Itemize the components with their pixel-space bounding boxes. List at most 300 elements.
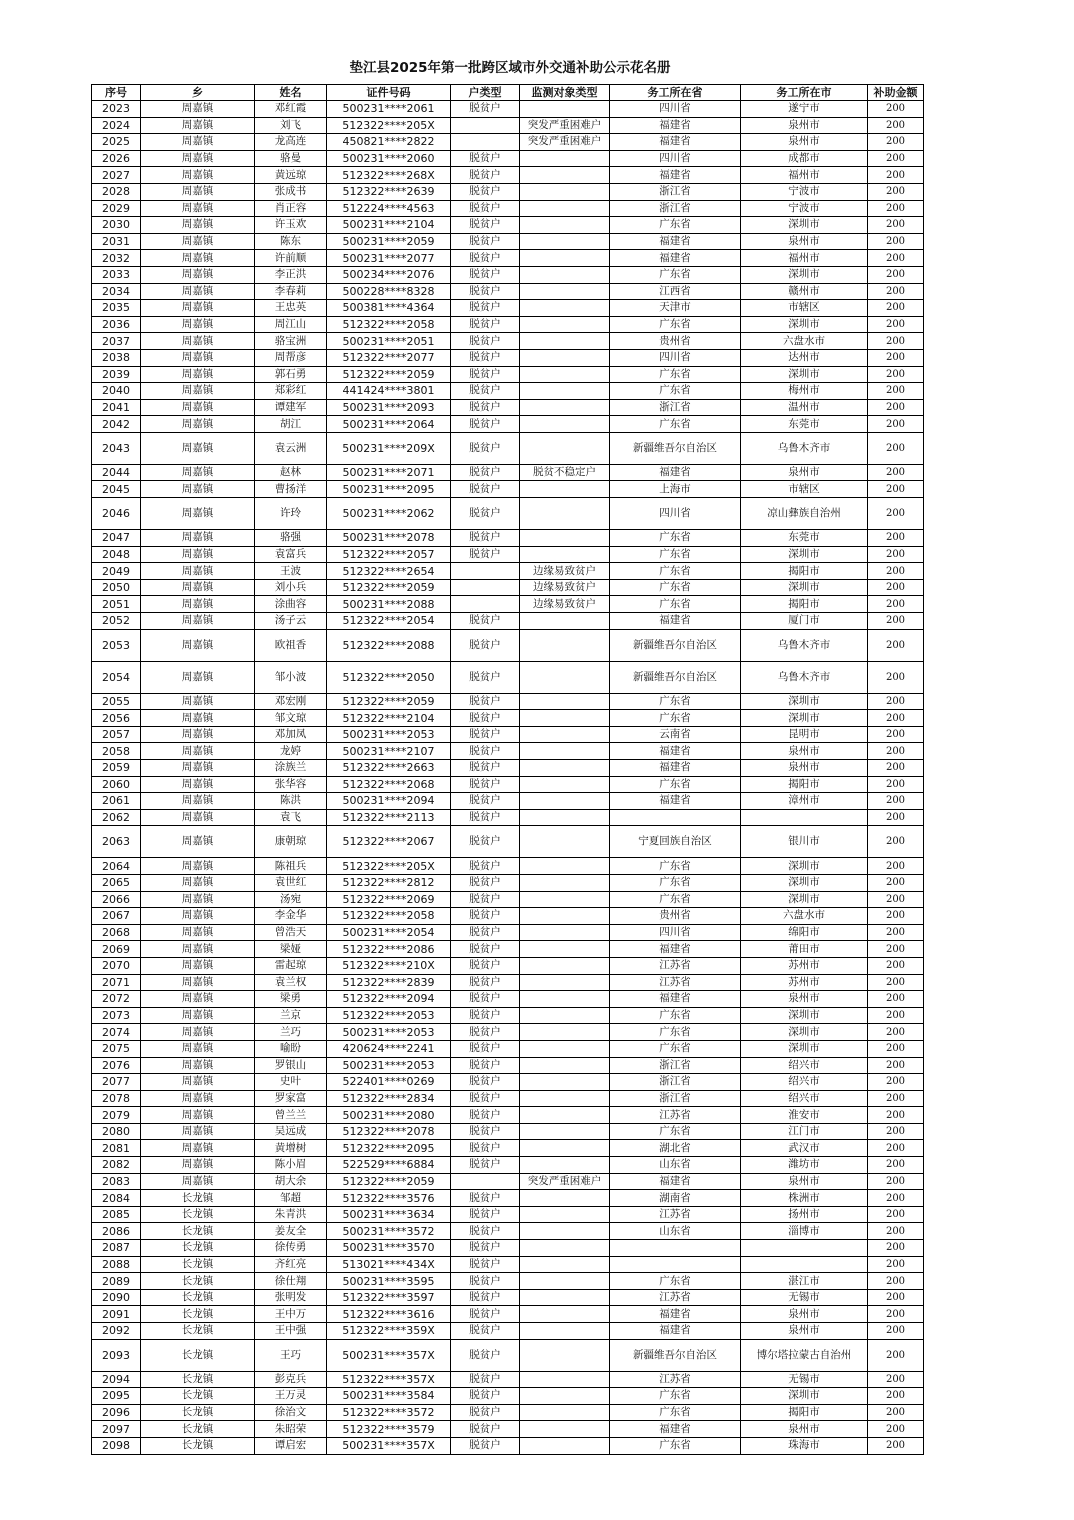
cell-id-number: 512322****2654 xyxy=(327,563,451,580)
cell-name: 欧祖香 xyxy=(255,629,327,661)
table-row xyxy=(92,183,924,200)
cell-subsidy-amount: 200 xyxy=(868,563,924,580)
cell-work-province: 四川省 xyxy=(610,924,741,941)
table-row xyxy=(92,349,924,366)
cell-index: 2045 xyxy=(92,481,141,498)
cell-id-number: 512322****210X xyxy=(327,957,451,974)
cell-subsidy-amount: 200 xyxy=(868,596,924,613)
cell-index: 2081 xyxy=(92,1140,141,1157)
table-row xyxy=(92,464,924,481)
cell-index: 2036 xyxy=(92,316,141,333)
cell-id-number: 512322****2058 xyxy=(327,316,451,333)
cell-name: 王忠英 xyxy=(255,300,327,317)
cell-monitor-type xyxy=(520,743,610,760)
table-row xyxy=(92,579,924,596)
cell-id-number: 441424****3801 xyxy=(327,383,451,400)
cell-household-type: 脱贫户 xyxy=(451,333,520,350)
cell-index: 2094 xyxy=(92,1371,141,1388)
cell-id-number: 512322****3572 xyxy=(327,1404,451,1421)
cell-id-number: 500231****2054 xyxy=(327,924,451,941)
cell-household-type: 脱贫户 xyxy=(451,991,520,1008)
cell-subsidy-amount: 200 xyxy=(868,858,924,875)
cell-work-province: 四川省 xyxy=(610,150,741,167)
cell-index: 2085 xyxy=(92,1206,141,1223)
cell-index: 2089 xyxy=(92,1273,141,1290)
cell-work-province xyxy=(610,1256,741,1273)
cell-township: 长龙镇 xyxy=(141,1289,255,1306)
cell-township: 周嘉镇 xyxy=(141,416,255,433)
cell-work-city: 福州市 xyxy=(741,167,868,184)
cell-name: 骆曼 xyxy=(255,150,327,167)
cell-work-city: 泉州市 xyxy=(741,134,868,151)
cell-household-type: 脱贫户 xyxy=(451,217,520,234)
cell-monitor-type xyxy=(520,1024,610,1041)
cell-work-city: 市辖区 xyxy=(741,300,868,317)
cell-id-number: 500231****357X xyxy=(327,1339,451,1371)
cell-monitor-type xyxy=(520,1206,610,1223)
cell-name: 康朝琼 xyxy=(255,826,327,858)
table-row xyxy=(92,1437,924,1454)
cell-township: 周嘉镇 xyxy=(141,776,255,793)
cell-index: 2029 xyxy=(92,200,141,217)
cell-name: 涂曲容 xyxy=(255,596,327,613)
cell-name: 喻盼 xyxy=(255,1040,327,1057)
cell-id-number: 500231****2053 xyxy=(327,726,451,743)
cell-household-type: 脱贫户 xyxy=(451,546,520,563)
cell-household-type: 脱贫户 xyxy=(451,1090,520,1107)
cell-name: 王中强 xyxy=(255,1323,327,1340)
cell-name: 骆强 xyxy=(255,530,327,547)
cell-monitor-type xyxy=(520,530,610,547)
cell-work-city: 深圳市 xyxy=(741,217,868,234)
cell-name: 刘飞 xyxy=(255,117,327,134)
roster-table xyxy=(91,84,924,1455)
table-row xyxy=(92,1107,924,1124)
cell-township: 周嘉镇 xyxy=(141,530,255,547)
cell-household-type: 脱贫户 xyxy=(451,1024,520,1041)
table-row xyxy=(92,874,924,891)
cell-monitor-type: 脱贫不稳定户 xyxy=(520,464,610,481)
cell-id-number: 512322****205X xyxy=(327,117,451,134)
cell-name: 黄增树 xyxy=(255,1140,327,1157)
table-row xyxy=(92,1157,924,1174)
cell-id-number: 512322****2095 xyxy=(327,1140,451,1157)
cell-household-type: 脱贫户 xyxy=(451,1339,520,1371)
cell-subsidy-amount: 200 xyxy=(868,432,924,464)
cell-subsidy-amount: 200 xyxy=(868,776,924,793)
cell-index: 2057 xyxy=(92,726,141,743)
cell-id-number: 512322****2094 xyxy=(327,991,451,1008)
header-work-province: 务工所在省 xyxy=(610,85,741,101)
cell-subsidy-amount: 200 xyxy=(868,1157,924,1174)
cell-household-type: 脱贫户 xyxy=(451,793,520,810)
cell-id-number: 500231****2094 xyxy=(327,793,451,810)
cell-work-province: 广东省 xyxy=(610,1024,741,1041)
cell-monitor-type xyxy=(520,974,610,991)
cell-work-city: 潍坊市 xyxy=(741,1157,868,1174)
cell-work-province: 江苏省 xyxy=(610,974,741,991)
cell-name: 袁世红 xyxy=(255,874,327,891)
cell-id-number: 512322****2113 xyxy=(327,809,451,826)
cell-township: 周嘉镇 xyxy=(141,874,255,891)
table-row xyxy=(92,283,924,300)
cell-work-province: 湖北省 xyxy=(610,1140,741,1157)
cell-index: 2097 xyxy=(92,1421,141,1438)
cell-id-number: 500231****2051 xyxy=(327,333,451,350)
cell-work-province: 贵州省 xyxy=(610,908,741,925)
cell-subsidy-amount: 200 xyxy=(868,1057,924,1074)
cell-index: 2079 xyxy=(92,1107,141,1124)
cell-name: 吴远成 xyxy=(255,1123,327,1140)
table-row xyxy=(92,1057,924,1074)
table-row xyxy=(92,991,924,1008)
cell-subsidy-amount: 200 xyxy=(868,1256,924,1273)
cell-work-city: 深圳市 xyxy=(741,1007,868,1024)
cell-work-province: 广东省 xyxy=(610,530,741,547)
cell-id-number: 512322****2077 xyxy=(327,349,451,366)
cell-township: 周嘉镇 xyxy=(141,200,255,217)
table-row xyxy=(92,1240,924,1257)
cell-index: 2087 xyxy=(92,1240,141,1257)
cell-township: 周嘉镇 xyxy=(141,1007,255,1024)
cell-index: 2088 xyxy=(92,1256,141,1273)
cell-work-province: 福建省 xyxy=(610,464,741,481)
cell-monitor-type xyxy=(520,150,610,167)
cell-index: 2067 xyxy=(92,908,141,925)
cell-work-city: 成都市 xyxy=(741,150,868,167)
cell-index: 2031 xyxy=(92,233,141,250)
table-row xyxy=(92,760,924,777)
cell-work-province: 上海市 xyxy=(610,481,741,498)
cell-household-type: 脱贫户 xyxy=(451,1306,520,1323)
cell-work-province: 福建省 xyxy=(610,134,741,151)
cell-name: 袁兰权 xyxy=(255,974,327,991)
cell-subsidy-amount: 200 xyxy=(868,661,924,693)
cell-work-city: 揭阳市 xyxy=(741,776,868,793)
cell-work-city: 深圳市 xyxy=(741,316,868,333)
cell-household-type: 脱贫户 xyxy=(451,530,520,547)
cell-monitor-type xyxy=(520,366,610,383)
cell-township: 周嘉镇 xyxy=(141,217,255,234)
cell-monitor-type: 边缘易致贫户 xyxy=(520,596,610,613)
cell-name: 张明发 xyxy=(255,1289,327,1306)
cell-work-city: 赣州市 xyxy=(741,283,868,300)
cell-monitor-type xyxy=(520,316,610,333)
cell-township: 周嘉镇 xyxy=(141,1090,255,1107)
cell-work-city: 绍兴市 xyxy=(741,1090,868,1107)
cell-name: 徐仕翔 xyxy=(255,1273,327,1290)
cell-subsidy-amount: 200 xyxy=(868,957,924,974)
cell-work-city: 深圳市 xyxy=(741,874,868,891)
cell-work-city: 绵阳市 xyxy=(741,924,868,941)
cell-household-type: 脱贫户 xyxy=(451,1437,520,1454)
cell-id-number: 512322****3597 xyxy=(327,1289,451,1306)
cell-name: 张华容 xyxy=(255,776,327,793)
cell-household-type: 脱贫户 xyxy=(451,1157,520,1174)
cell-township: 周嘉镇 xyxy=(141,974,255,991)
cell-township: 周嘉镇 xyxy=(141,1157,255,1174)
cell-monitor-type xyxy=(520,613,610,630)
cell-township: 周嘉镇 xyxy=(141,399,255,416)
cell-township: 周嘉镇 xyxy=(141,250,255,267)
cell-index: 2035 xyxy=(92,300,141,317)
cell-monitor-type xyxy=(520,233,610,250)
cell-subsidy-amount: 200 xyxy=(868,1437,924,1454)
cell-name: 龙高连 xyxy=(255,134,327,151)
cell-work-province: 广东省 xyxy=(610,1437,741,1454)
cell-household-type: 脱贫户 xyxy=(451,316,520,333)
cell-subsidy-amount: 200 xyxy=(868,1074,924,1091)
cell-subsidy-amount: 200 xyxy=(868,1123,924,1140)
cell-township: 长龙镇 xyxy=(141,1206,255,1223)
table-row xyxy=(92,1206,924,1223)
cell-id-number: 500231****3634 xyxy=(327,1206,451,1223)
cell-index: 2090 xyxy=(92,1289,141,1306)
cell-work-province: 广东省 xyxy=(610,1388,741,1405)
cell-id-number: 512322****2663 xyxy=(327,760,451,777)
cell-id-number: 500231****2071 xyxy=(327,464,451,481)
cell-index: 2083 xyxy=(92,1173,141,1190)
cell-work-city: 乌鲁木齐市 xyxy=(741,661,868,693)
cell-subsidy-amount: 200 xyxy=(868,498,924,530)
cell-index: 2064 xyxy=(92,858,141,875)
cell-id-number: 500231****2064 xyxy=(327,416,451,433)
cell-work-city: 深圳市 xyxy=(741,1024,868,1041)
cell-work-city: 泉州市 xyxy=(741,117,868,134)
cell-work-city: 泉州市 xyxy=(741,464,868,481)
cell-work-city: 泉州市 xyxy=(741,1173,868,1190)
cell-work-province: 江苏省 xyxy=(610,957,741,974)
table-row xyxy=(92,200,924,217)
cell-monitor-type xyxy=(520,1057,610,1074)
cell-subsidy-amount: 200 xyxy=(868,710,924,727)
cell-work-province: 广东省 xyxy=(610,266,741,283)
cell-work-province xyxy=(610,809,741,826)
table-row xyxy=(92,316,924,333)
cell-index: 2084 xyxy=(92,1190,141,1207)
cell-id-number: 500231****2093 xyxy=(327,399,451,416)
cell-monitor-type xyxy=(520,1240,610,1257)
header-subsidy-amount: 补助金额 xyxy=(868,85,924,101)
cell-index: 2044 xyxy=(92,464,141,481)
cell-name: 张成书 xyxy=(255,183,327,200)
cell-household-type: 脱贫户 xyxy=(451,1007,520,1024)
cell-name: 雷起琼 xyxy=(255,957,327,974)
cell-work-province: 江苏省 xyxy=(610,1371,741,1388)
cell-name: 曾浩天 xyxy=(255,924,327,941)
table-row xyxy=(92,1173,924,1190)
table-row xyxy=(92,300,924,317)
cell-monitor-type xyxy=(520,1007,610,1024)
cell-name: 许玲 xyxy=(255,498,327,530)
cell-id-number: 512224****4563 xyxy=(327,200,451,217)
table-row xyxy=(92,957,924,974)
cell-name: 谭启宏 xyxy=(255,1437,327,1454)
cell-work-province: 福建省 xyxy=(610,250,741,267)
cell-id-number: 512322****3576 xyxy=(327,1190,451,1207)
cell-subsidy-amount: 200 xyxy=(868,530,924,547)
cell-work-province: 广东省 xyxy=(610,316,741,333)
cell-subsidy-amount: 200 xyxy=(868,629,924,661)
cell-household-type: 脱贫户 xyxy=(451,399,520,416)
cell-name: 朱昭荣 xyxy=(255,1421,327,1438)
cell-name: 胡大余 xyxy=(255,1173,327,1190)
cell-name: 梁娅 xyxy=(255,941,327,958)
cell-work-city: 六盘水市 xyxy=(741,333,868,350)
cell-name: 黄远琼 xyxy=(255,167,327,184)
cell-household-type: 脱贫户 xyxy=(451,957,520,974)
header-row xyxy=(92,85,924,101)
table-row xyxy=(92,726,924,743)
cell-monitor-type xyxy=(520,432,610,464)
table-row xyxy=(92,333,924,350)
cell-household-type: 脱贫户 xyxy=(451,481,520,498)
cell-index: 2056 xyxy=(92,710,141,727)
cell-work-province: 宁夏回族自治区 xyxy=(610,826,741,858)
cell-name: 罗家富 xyxy=(255,1090,327,1107)
cell-township: 周嘉镇 xyxy=(141,183,255,200)
cell-subsidy-amount: 200 xyxy=(868,809,924,826)
cell-index: 2060 xyxy=(92,776,141,793)
cell-index: 2098 xyxy=(92,1437,141,1454)
cell-subsidy-amount: 200 xyxy=(868,283,924,300)
cell-index: 2096 xyxy=(92,1404,141,1421)
cell-name: 袁云洲 xyxy=(255,432,327,464)
table-row xyxy=(92,693,924,710)
cell-township: 周嘉镇 xyxy=(141,383,255,400)
cell-subsidy-amount: 200 xyxy=(868,1273,924,1290)
cell-township: 周嘉镇 xyxy=(141,891,255,908)
cell-work-city: 珠海市 xyxy=(741,1437,868,1454)
cell-monitor-type xyxy=(520,858,610,875)
table-row xyxy=(92,908,924,925)
table-row xyxy=(92,1388,924,1405)
cell-work-city: 绍兴市 xyxy=(741,1057,868,1074)
cell-work-province: 广东省 xyxy=(610,563,741,580)
cell-monitor-type xyxy=(520,693,610,710)
cell-work-city: 东莞市 xyxy=(741,530,868,547)
table-row xyxy=(92,1371,924,1388)
table-row xyxy=(92,563,924,580)
cell-township: 周嘉镇 xyxy=(141,432,255,464)
table-row xyxy=(92,399,924,416)
table-row xyxy=(92,941,924,958)
cell-index: 2033 xyxy=(92,266,141,283)
cell-work-city: 梅州市 xyxy=(741,383,868,400)
cell-name: 朱青洪 xyxy=(255,1206,327,1223)
cell-monitor-type xyxy=(520,710,610,727)
cell-work-province: 广东省 xyxy=(610,416,741,433)
cell-household-type: 脱贫户 xyxy=(451,693,520,710)
cell-id-number: 512322****2059 xyxy=(327,693,451,710)
cell-id-number: 513021****434X xyxy=(327,1256,451,1273)
cell-township: 周嘉镇 xyxy=(141,101,255,118)
cell-work-province: 福建省 xyxy=(610,743,741,760)
cell-household-type: 脱贫户 xyxy=(451,908,520,925)
cell-id-number: 500231****357X xyxy=(327,1437,451,1454)
table-row xyxy=(92,1421,924,1438)
table-row xyxy=(92,117,924,134)
table-row xyxy=(92,793,924,810)
cell-township: 周嘉镇 xyxy=(141,710,255,727)
cell-work-city: 博尔塔拉蒙古自治州 xyxy=(741,1339,868,1371)
cell-work-province: 广东省 xyxy=(610,1007,741,1024)
cell-household-type: 脱贫户 xyxy=(451,941,520,958)
cell-monitor-type xyxy=(520,101,610,118)
cell-township: 周嘉镇 xyxy=(141,809,255,826)
cell-name: 李春莉 xyxy=(255,283,327,300)
cell-id-number: 500231****209X xyxy=(327,432,451,464)
cell-name: 骆宝洲 xyxy=(255,333,327,350)
cell-household-type: 脱贫户 xyxy=(451,200,520,217)
cell-work-province: 江苏省 xyxy=(610,1206,741,1223)
cell-household-type: 脱贫户 xyxy=(451,710,520,727)
cell-subsidy-amount: 200 xyxy=(868,1040,924,1057)
cell-index: 2048 xyxy=(92,546,141,563)
cell-id-number: 522529****6884 xyxy=(327,1157,451,1174)
cell-name: 周江山 xyxy=(255,316,327,333)
cell-monitor-type xyxy=(520,826,610,858)
cell-subsidy-amount: 200 xyxy=(868,1339,924,1371)
cell-id-number: 512322****2086 xyxy=(327,941,451,958)
cell-monitor-type xyxy=(520,1040,610,1057)
cell-monitor-type xyxy=(520,629,610,661)
cell-index: 2026 xyxy=(92,150,141,167)
cell-subsidy-amount: 200 xyxy=(868,1223,924,1240)
cell-index: 2062 xyxy=(92,809,141,826)
cell-id-number: 500231****2078 xyxy=(327,530,451,547)
cell-id-number: 512322****3616 xyxy=(327,1306,451,1323)
cell-township: 周嘉镇 xyxy=(141,613,255,630)
cell-work-province: 浙江省 xyxy=(610,1090,741,1107)
cell-subsidy-amount: 200 xyxy=(868,383,924,400)
cell-id-number: 512322****268X xyxy=(327,167,451,184)
cell-index: 2040 xyxy=(92,383,141,400)
cell-id-number: 500231****2059 xyxy=(327,233,451,250)
cell-index: 2076 xyxy=(92,1057,141,1074)
cell-subsidy-amount: 200 xyxy=(868,333,924,350)
cell-monitor-type xyxy=(520,957,610,974)
cell-subsidy-amount: 200 xyxy=(868,991,924,1008)
cell-household-type xyxy=(451,1173,520,1190)
cell-subsidy-amount: 200 xyxy=(868,1289,924,1306)
cell-monitor-type xyxy=(520,891,610,908)
cell-work-province: 福建省 xyxy=(610,613,741,630)
cell-name: 胡江 xyxy=(255,416,327,433)
cell-work-city: 温州市 xyxy=(741,399,868,416)
cell-index: 2078 xyxy=(92,1090,141,1107)
cell-township: 周嘉镇 xyxy=(141,957,255,974)
cell-work-city: 株洲市 xyxy=(741,1190,868,1207)
cell-monitor-type xyxy=(520,760,610,777)
cell-township: 周嘉镇 xyxy=(141,134,255,151)
cell-index: 2054 xyxy=(92,661,141,693)
cell-township: 周嘉镇 xyxy=(141,1040,255,1057)
cell-monitor-type xyxy=(520,1223,610,1240)
table-row xyxy=(92,481,924,498)
cell-household-type: 脱贫户 xyxy=(451,250,520,267)
table-row xyxy=(92,233,924,250)
cell-work-city: 泉州市 xyxy=(741,233,868,250)
table-row xyxy=(92,432,924,464)
cell-work-city: 宁波市 xyxy=(741,183,868,200)
cell-index: 2075 xyxy=(92,1040,141,1057)
cell-subsidy-amount: 200 xyxy=(868,874,924,891)
cell-index: 2027 xyxy=(92,167,141,184)
cell-name: 罗银山 xyxy=(255,1057,327,1074)
cell-township: 长龙镇 xyxy=(141,1223,255,1240)
cell-id-number: 500231****2104 xyxy=(327,217,451,234)
